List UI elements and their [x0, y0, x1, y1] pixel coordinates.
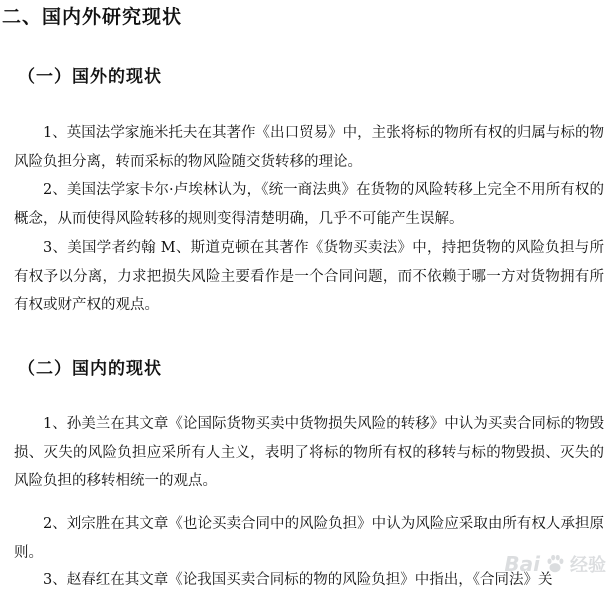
subsection-heading-domestic: （二）国内的现状: [18, 359, 162, 379]
watermark-text: 经验: [570, 555, 606, 576]
paragraph-domestic-3: 3、赵春红在其文章《论我国买卖合同标的物的风险负担》中指出，《合同法》关: [43, 572, 553, 588]
paragraph-foreign-3: 3、美国学者约翰 M、斯道克顿在其著作《货物买卖法》中，持把货物的风险负担与所有权予以分离，力求把损失风险主要看作是一个合同问题，而不依赖于哪一方对货物拥有所有权或财产权的观点。: [14, 240, 604, 313]
subsection-heading-foreign: （一）国外的现状: [18, 67, 162, 87]
paragraph-domestic-1: 1、孙美兰在其文章《论国际货物买卖中货物损失风险的转移》中认为买卖合同标的物毁损、灭失的风险负担应采所有人主义，表明了将标的物所有权的移转与标的物毁损、灭失的风险负担的移转相统一的观点。: [14, 416, 604, 489]
paragraph-foreign-2: 2、美国法学家卡尔·卢埃林认为，《统一商法典》在货物的风险转移上完全不用所有权的概念，从而使得风险转移的规则变得清楚明确，几乎不可能产生误解。: [14, 182, 604, 227]
paragraph-foreign-1: 1、英国法学家施米托夫在其著作《出口贸易》中，主张将标的物所有权的归属与标的物风险负担分离，转而采标的物风险随交货转移的理论。: [14, 125, 604, 170]
section-title: 二、国内外研究现状: [2, 6, 183, 28]
watermark-logo: Bai: [504, 552, 540, 576]
paragraph-domestic-2: 2、刘宗胜在其文章《也论买卖合同中的风险负担》中认为风险应采取由所有权人承担原则。: [14, 516, 604, 561]
